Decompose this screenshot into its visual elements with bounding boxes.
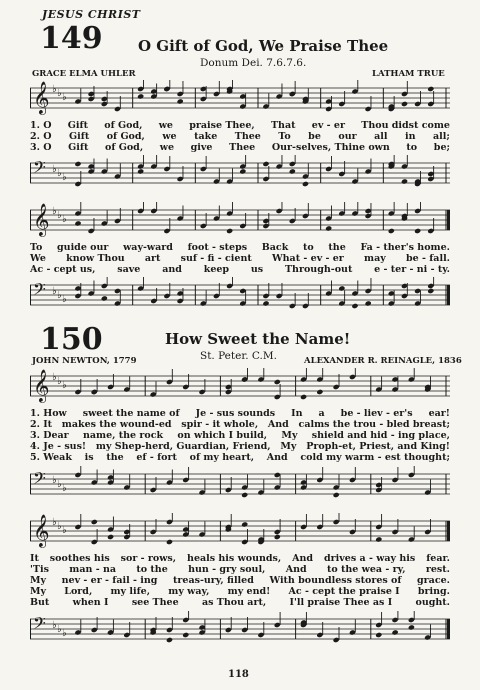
lyric-word: Fa - ther's home. <box>360 242 450 253</box>
lyric-word: Our-selves, Thine own <box>271 142 390 153</box>
lyric-word: sor - rows, <box>120 553 177 564</box>
lyric-word: Lord, <box>64 586 93 597</box>
lyric-line <box>30 452 450 463</box>
note-head <box>137 168 144 174</box>
lyric-word: We <box>30 253 46 264</box>
lyric-word: praise Thee, <box>189 120 255 131</box>
lyrics-block <box>30 120 450 153</box>
lyric-word: 3. Dear <box>30 430 69 441</box>
lyric-word: 5. Weak <box>30 452 72 463</box>
note-head <box>74 161 81 167</box>
lyric-word: of God, <box>106 131 145 142</box>
note-head <box>351 303 358 309</box>
lyric-word: our <box>338 131 357 142</box>
note-head <box>177 98 184 104</box>
lyric-word: Gift <box>67 120 88 131</box>
lyric-word: And <box>266 452 288 463</box>
lyric-word: all <box>374 131 388 142</box>
lyric-word: hun - gry soul, <box>188 564 266 575</box>
flat-icon: ♭ <box>52 206 57 217</box>
flat-icon: ♭ <box>62 172 67 183</box>
lyric-word: treas-ury, filled <box>173 575 254 586</box>
lyric-word: be <box>308 131 321 142</box>
lyric-word: ought. <box>415 597 450 608</box>
lyric-word: we <box>159 142 175 153</box>
lyric-word: 2. O <box>30 131 52 142</box>
lyric-word: Gift <box>68 142 89 153</box>
lyric-word: my way, <box>168 586 210 597</box>
lyric-line <box>30 419 450 430</box>
lyric-word: see Thee <box>131 597 179 608</box>
lyric-word: shield and hid - ing place, <box>311 430 450 441</box>
lyrics-block <box>30 242 450 275</box>
flat-icon: ♭ <box>62 92 67 103</box>
lyric-word: of my heart, <box>189 452 255 463</box>
tune-name: Donum Dei. 7.6.7.6. <box>200 57 307 69</box>
lyric-word: Gift <box>69 131 90 142</box>
lyric-word: grace. <box>417 575 450 586</box>
lyric-word: of God, <box>104 120 143 131</box>
hymn-title: O Gift of God, We Praise Thee <box>138 37 389 55</box>
lyric-word: name, the rock <box>82 430 164 441</box>
lyric-word: suf - fi - cient <box>180 253 252 264</box>
lyric-word: That <box>270 120 296 131</box>
tune-name: St. Peter. C.M. <box>200 350 277 362</box>
bass-clef-icon: 𝄢 <box>33 468 46 492</box>
lyric-word: And <box>285 564 307 575</box>
hymn-author: JOHN NEWTON, 1779 <box>32 356 137 366</box>
lyric-word: all; <box>433 131 450 142</box>
lyric-word: 1. How <box>30 408 67 419</box>
note-head <box>427 288 434 294</box>
lyric-word: spir - it whole, <box>181 419 259 430</box>
lyric-word: 4. Je - sus! <box>30 441 87 452</box>
music-staff-bass <box>30 466 450 504</box>
lyric-word: save <box>117 264 141 275</box>
flat-icon: ♭ <box>52 164 57 175</box>
treble-clef-icon: 𝄞 <box>33 514 50 547</box>
lyric-word: drives a - way his <box>324 553 416 564</box>
lyric-word: Thee <box>234 131 261 142</box>
lyric-word: nev - er - fail - ing <box>61 575 158 586</box>
lyric-word: be - fall. <box>405 253 450 264</box>
flat-icon: ♭ <box>62 380 67 391</box>
lyric-line <box>30 430 450 441</box>
lyric-word: give <box>190 142 213 153</box>
note-head <box>300 394 307 400</box>
lyric-word: My <box>280 441 297 452</box>
lyric-word: 3. O <box>30 142 52 153</box>
hymn-composer: LATHAM TRUE <box>372 69 445 79</box>
music-staff-treble <box>30 202 450 240</box>
music-staff-treble <box>30 80 450 118</box>
flat-icon: ♭ <box>57 210 62 221</box>
lyric-word: be - liev - er's <box>340 408 413 419</box>
lyric-word: is <box>84 452 94 463</box>
flat-icon: ♭ <box>52 372 57 383</box>
note-head <box>365 300 372 306</box>
note-head <box>226 228 233 234</box>
flat-icon: ♭ <box>52 517 57 528</box>
lyric-word: in <box>404 131 416 142</box>
note-head <box>241 521 248 527</box>
lyric-word: a <box>318 408 325 419</box>
treble-clef-icon: 𝄞 <box>33 81 50 114</box>
note-head <box>401 178 408 184</box>
flat-icon: ♭ <box>62 214 67 225</box>
lyric-word: I'll praise Thee as I <box>289 597 393 608</box>
lyric-word: Thee <box>229 142 256 153</box>
hymn-composer: ALEXANDER R. REINAGLE, 1836 <box>304 356 462 366</box>
lyric-word: to the <box>136 564 168 575</box>
lyric-word: ef - fort <box>136 452 177 463</box>
lyric-word: 2. It <box>30 419 53 430</box>
flat-icon: ♭ <box>57 521 62 532</box>
lyrics-block <box>30 553 450 608</box>
lyric-word: Thou didst come <box>361 120 450 131</box>
lyric-word: and <box>162 264 182 275</box>
note-head <box>289 168 296 174</box>
lyric-word: Je - sus sounds <box>195 408 276 419</box>
lyric-word: art <box>144 253 161 264</box>
lyric-word: 'Tis <box>30 564 49 575</box>
note-head <box>392 629 399 635</box>
lyric-word: But <box>30 597 50 608</box>
music-staff-bass <box>30 277 450 315</box>
lyric-word: bring. <box>417 586 450 597</box>
note-head <box>101 295 108 301</box>
lyric-word: man - na <box>69 564 117 575</box>
lyric-line <box>30 131 450 142</box>
lyric-word: to <box>303 242 314 253</box>
flat-icon: ♭ <box>52 620 57 631</box>
note-head <box>325 225 332 231</box>
flat-icon: ♭ <box>62 628 67 639</box>
note-head <box>74 220 81 226</box>
note-head <box>408 624 415 630</box>
lyrics-block <box>30 408 450 463</box>
lyric-word: And <box>292 553 314 564</box>
lyric-word: Proph-et, Priest, and King! <box>306 441 450 452</box>
lyric-line <box>30 441 450 452</box>
lyric-word: And <box>267 419 289 430</box>
note-head <box>239 168 246 174</box>
note-head <box>375 632 382 638</box>
hymn-title: How Sweet the Name! <box>165 330 351 348</box>
note-head <box>137 93 144 99</box>
flat-icon: ♭ <box>57 88 62 99</box>
note-head <box>401 101 408 107</box>
note-head <box>91 519 98 525</box>
music-staff-treble <box>30 368 450 406</box>
lyric-word: way-ward <box>123 242 173 253</box>
section-heading: JESUS CHRIST <box>42 8 141 21</box>
lyric-word: heals his wounds, <box>187 553 282 564</box>
flat-icon: ♭ <box>62 294 67 305</box>
note-head <box>333 492 340 498</box>
lyric-word: on which I build, <box>177 430 268 441</box>
note-head <box>182 632 189 638</box>
lyric-word: soothes his <box>49 553 110 564</box>
flat-icon: ♭ <box>57 624 62 635</box>
flat-icon: ♭ <box>52 475 57 486</box>
lyric-line <box>30 597 450 608</box>
lyric-word: the <box>106 452 124 463</box>
note-head <box>262 300 269 306</box>
note-head <box>414 228 421 234</box>
lyric-word: my life, <box>110 586 151 597</box>
lyric-word: know Thou <box>66 253 125 264</box>
note-head <box>241 492 248 498</box>
lyric-word: we <box>158 120 173 131</box>
treble-clef-icon: 𝄞 <box>33 203 50 236</box>
bass-clef-icon: 𝄢 <box>33 613 46 637</box>
music-staff-bass <box>30 611 450 649</box>
lyric-word: my end! <box>227 586 271 597</box>
lyric-word: as Thou art, <box>201 597 267 608</box>
lyric-word: Through-out <box>284 264 353 275</box>
flat-icon: ♭ <box>52 84 57 95</box>
lyric-word: calms the trou - bled breast; <box>298 419 450 430</box>
lyric-word: What - ev - er <box>271 253 344 264</box>
lyric-word: be; <box>433 142 450 153</box>
lyric-word: fear. <box>426 553 450 564</box>
lyric-line <box>30 408 450 419</box>
bass-clef-icon: 𝄢 <box>33 157 46 181</box>
lyric-word: It <box>30 553 39 564</box>
music-staff-bass <box>30 155 450 193</box>
lyric-word: To <box>278 131 291 142</box>
lyric-word: foot - steps <box>187 242 248 253</box>
lyric-word: ev - er <box>311 120 345 131</box>
hymn-number: 150 <box>40 322 103 357</box>
note-head <box>166 637 173 643</box>
hymn-number: 149 <box>40 21 103 56</box>
lyric-line <box>30 242 450 253</box>
flat-icon: ♭ <box>57 168 62 179</box>
lyric-word: rest. <box>425 564 450 575</box>
flat-icon: ♭ <box>62 483 67 494</box>
flat-icon: ♭ <box>52 286 57 297</box>
lyric-word: us <box>250 264 264 275</box>
lyric-word: Ac - cept the praise I <box>288 586 400 597</box>
lyric-word: of God, <box>105 142 144 153</box>
page-number: 118 <box>228 669 249 680</box>
lyric-word: to the wea - ry, <box>326 564 406 575</box>
lyric-word: sweet the name of <box>82 408 180 419</box>
lyric-word: keep <box>203 264 230 275</box>
note-head <box>166 539 173 545</box>
flat-icon: ♭ <box>62 525 67 536</box>
note-head <box>375 536 382 542</box>
bass-clef-icon: 𝄢 <box>33 279 46 303</box>
treble-clef-icon: 𝄞 <box>33 369 50 402</box>
lyric-word: to <box>406 142 418 153</box>
lyric-line <box>30 553 450 564</box>
lyric-line <box>30 575 450 586</box>
music-staff-treble <box>30 513 450 551</box>
lyric-line <box>30 264 450 275</box>
flat-icon: ♭ <box>57 290 62 301</box>
lyric-word: Ac - cept us, <box>30 264 96 275</box>
lyric-line <box>30 120 450 131</box>
note-head <box>388 228 395 234</box>
note-head <box>302 181 309 187</box>
lyric-word: In <box>291 408 303 419</box>
lyric-word: my Shep-herd, Guardian, Friend, <box>95 441 271 452</box>
hymn-author: GRACE ELMA UHLER <box>32 69 136 79</box>
lyric-word: guide our <box>57 242 109 253</box>
lyric-word: e - ter - ni - ty. <box>374 264 450 275</box>
lyric-word: Back <box>261 242 289 253</box>
lyric-word: the <box>328 242 346 253</box>
lyric-word: when I <box>72 597 109 608</box>
lyric-word: With boundless stores of <box>269 575 402 586</box>
lyric-word: take <box>194 131 218 142</box>
lyric-line <box>30 142 450 153</box>
note-head <box>316 389 323 395</box>
lyric-line <box>30 564 450 575</box>
lyric-word: My <box>281 430 298 441</box>
lyric-word: ear! <box>428 408 450 419</box>
lyric-word: cold my warm - est thought; <box>300 452 450 463</box>
flat-icon: ♭ <box>57 376 62 387</box>
lyric-word: 1. O <box>30 120 52 131</box>
lyric-word: To <box>30 242 43 253</box>
lyric-line <box>30 586 450 597</box>
note-head <box>274 534 281 540</box>
lyric-line <box>30 253 450 264</box>
lyric-word: My <box>30 586 47 597</box>
lyric-word: may <box>364 253 386 264</box>
lyric-word: makes the wound-ed <box>61 419 172 430</box>
flat-icon: ♭ <box>57 479 62 490</box>
lyric-word: My <box>30 575 47 586</box>
note-head <box>107 534 114 540</box>
lyric-word: we <box>162 131 177 142</box>
